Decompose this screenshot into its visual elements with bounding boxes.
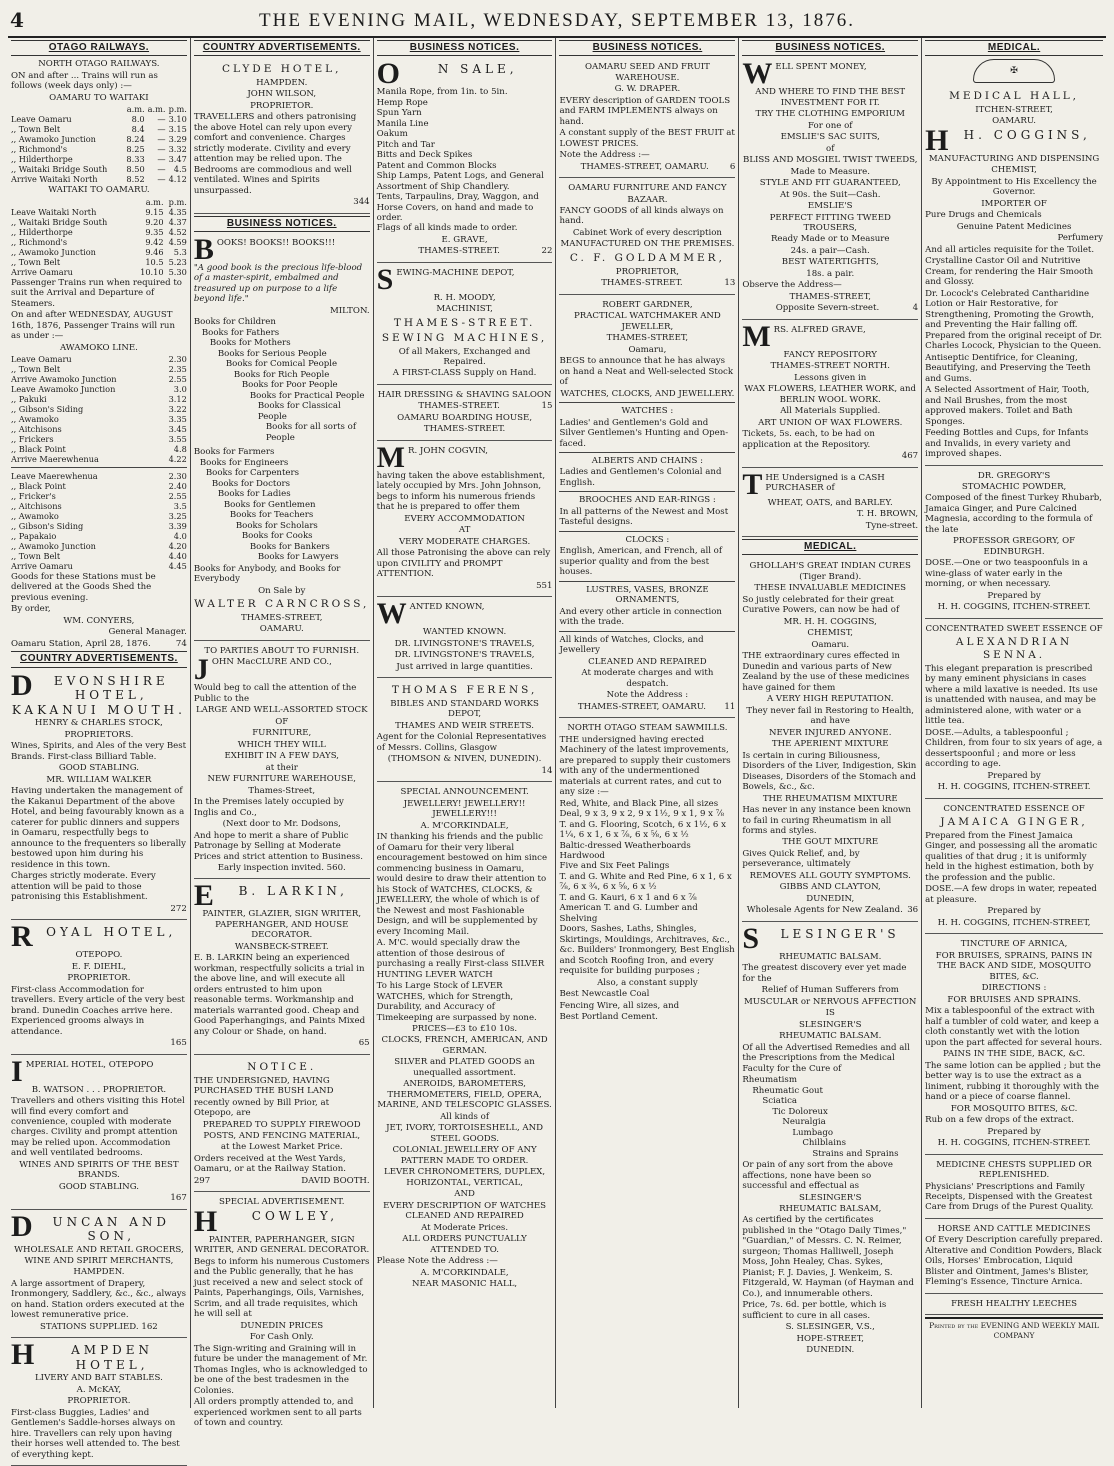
timetable-cell: 4.8 <box>173 444 187 454</box>
medical-heading: MEDICAL. <box>742 539 918 555</box>
list-item: Books for Farmers <box>193 447 275 458</box>
list-item: Patent and Common Blocks <box>376 160 497 171</box>
timetable-cell: ,, Hilderthorpe <box>11 226 73 237</box>
list-item: Books for Doctors <box>211 478 291 489</box>
books-ad: B OOKS! BOOKS!! BOOKS!!! "A good book is the precious life-blood of a master-spirit, embalmed and treasured up on purpose to a life beyond life." MILTON. Books for Children Books for Fathers Books for Mothers Books for Serious People Books for Comical People Books for Rich People Books for Poor People Books for Practical People Books for Classical People Books for all sorts of People Books for Farmers Books for Engineers Books for Carpenters Books for Doctors Books for Ladies Books for Gentlemen Books for Teachers Books for Scholars Books for Cooks Books for Bankers Books for Lawyers Books for Anybody, and Books for Everybody On Sale by WALTER CARNCROSS, THAMES-STREET, OAMARU. <box>194 235 370 641</box>
timetable-row <box>11 124 187 134</box>
timetable-cell: 10.5 <box>145 256 164 267</box>
list-item: Rheumatic Gout <box>752 1085 823 1096</box>
timetable-cell: 4.22 <box>168 454 187 464</box>
list-item: Books for Children <box>193 317 276 328</box>
timetable-row <box>11 144 187 154</box>
timetable-row <box>11 491 187 501</box>
page-number: 4 <box>10 8 24 32</box>
column-4 <box>556 38 739 1408</box>
timetable-cell: 5.23 <box>168 256 187 267</box>
timetable-cell: 4.45 <box>168 561 187 571</box>
timetable-cell: 4.59 <box>168 236 187 247</box>
ailment-list <box>742 1075 918 1159</box>
signer: WM. CONYERS, <box>63 615 135 626</box>
timetable-cell: 5.30 <box>168 266 187 277</box>
list-item: Books for Scholars <box>235 520 318 531</box>
gardner-ad: ROBERT GARDNER, PRACTICAL WATCHMAKER AND JEWELLER, THAMES-STREET, Oamaru, BEGS to announce that he has always on hand a Neat and Well-selected Stock of WATCHES, CLOCKS, AND JEWELLERY. WATCHES : Ladies' and Gentlemen's Gold and Silver Gentlemen's Hunting and Open-faced. ALBERTS AND CHAINS : Ladies and Gentlemen's Colonial and English. BROOCHES AND EAR-RINGS : In all patterns of the Newest and Most Tasteful designs. CLOCKS : English, American, and French, all of superior quality and from the best houses. LUSTRES, VASES, BRONZE ORNAMENTS, And every other article in connection with the trade. All kinds of Watches, Clocks, and Jewellery CLEANED AND REPAIRED At moderate charges and with despatch. Note the Address : THAMES-STREET, OAMARU. 11 <box>559 297 735 718</box>
list-item: Lumbago <box>792 1127 834 1138</box>
timetable-cell: 2.40 <box>168 481 187 491</box>
timetable-cell: 9.46 <box>145 246 164 257</box>
list-item: Books for Poor People <box>241 380 338 391</box>
list-item: Books for Comical People <box>225 359 338 370</box>
duncan-ad: D UNCAN AND SON, WHOLESALE AND RETAIL GROCERS, WINE AND SPIRIT MERCHANTS, HAMPDEN. A large assortment of Drapery, Ironmongery, Saddlery, &c., &c., always on hand. Station orders executed at the lowest remunerative price. STATIONS SUPPLIED. 162 <box>11 1212 187 1338</box>
list-item: Hemp Rope <box>376 97 428 108</box>
hampden-hotel-ad: H AMPDEN HOTEL, LIVERY AND BAIT STABLES. A. McKAY, PROPRIETOR. First-class Buggies, Ladies' and Gentlemen's Saddle-horses always on hire. Travellers can rely upon having their horses well attended to. The best of everything kept. <box>11 1340 187 1466</box>
list-item: T. and G. Kauri, 6 x 1 and 6 x ⅞ <box>559 892 697 903</box>
list-item: Books for Ladies <box>217 489 291 500</box>
timetable-cell: 3.55 <box>168 434 187 444</box>
timetable-row <box>11 257 187 267</box>
timetable-cell: ,, Town Belt <box>11 364 61 374</box>
timetable-cell: — <box>157 114 166 125</box>
maclure-ad: TO PARTIES ABOUT TO FURNISH. J OHN MacCLURE AND CO., Would beg to call the attention of the Public to the LARGE AND WELL-ASSORTED STOCK OF FURNITURE, WHICH THEY WILL EXHIBIT IN A FEW DAYS, at their NEW FURNITURE WAREHOUSE, Thames-Street, In the Premises lately occupied by Inglis and Co., (Next door to Mr. Dodsons, And hope to merit a share of Public Patronage by Selling at Moderate Prices and strict attention to Business. Early inspection invited. 560. <box>194 643 370 880</box>
seed-warehouse-ad: OAMARU SEED AND FRUIT WAREHOUSE. G. W. DRAPER. EVERY description of GARDEN TOOLS and FARM IMPLEMENTS always on hand. A constant supply of the BEST FRUIT at LOWEST PRICES. Note the Address :— THAMES-STREET, OAMARU. 6 <box>559 59 735 178</box>
timetable-cell: ,, Black Point <box>11 481 66 491</box>
timetable-cell: 2.35 <box>168 364 187 374</box>
section-heading: BUSINESS NOTICES. <box>559 40 735 56</box>
timetable-cell: 8.33 <box>126 154 145 165</box>
by-order: By order, <box>11 604 51 615</box>
timetable-row <box>11 217 187 227</box>
timetable-cell: — <box>157 124 166 135</box>
timetable-cell: Leave Oamaru <box>11 114 72 125</box>
sale-items <box>377 87 553 234</box>
timetable-cell: 3.5 <box>173 501 187 511</box>
timetable-cell: a.m. <box>126 104 145 115</box>
timetable-cell: 3.39 <box>168 521 187 531</box>
timetable-cell: 4.0 <box>173 531 187 541</box>
list-item: Red, White, and Black Pine, all sizes <box>559 798 719 809</box>
column-1 <box>8 38 191 1460</box>
cash-purchaser-ad: T HE Undersigned is a CASH PURCHASER of WHEAT, OATS, and BARLEY. T. H. BROWN, Tyne-street. <box>742 470 918 537</box>
timetable-row <box>11 551 187 561</box>
timetable-row <box>11 511 187 521</box>
timetable-awamoko-up <box>11 471 187 571</box>
list-item: Manila Line <box>376 118 429 129</box>
clothing-ad: W ELL SPENT MONEY, AND WHERE TO FIND THE BEST INVESTMENT FOR IT. TRY THE CLOTHING EMPORIUM For one of EMSLIE'S SAC SUITS, of BLISS AND MOSGIEL TWIST TWEEDS, Made to Measure. STYLE AND FIT GUARANTEED, At 90s. the Suit—Cash. EMSLIE'S PERFECT FITTING TWEED TROUSERS, Ready Made or to Measure 24s. a pair—Cash. BEST WATERTIGHTS, 18s. a pair. Observe the Address— THAMES-STREET, Opposite Severn-street. 4 <box>742 59 918 320</box>
timetable-cell: 10.10 <box>140 266 164 277</box>
timetable-row <box>11 207 187 217</box>
timetable-cell: 2.55 <box>168 374 187 384</box>
passenger-note: Passenger Trains run when required to suit the Arrival and Departure of Steamers. <box>11 277 182 309</box>
section-heading: BUSINESS NOTICES. <box>742 40 918 56</box>
list-item: Tic Doloreux <box>772 1106 828 1117</box>
column-6 <box>922 38 1106 1408</box>
crest-icon: ✠ <box>973 59 1055 83</box>
timetable-cell: Leave Maerewhenua <box>11 471 98 481</box>
timetable-cell: 8.24 <box>126 134 145 145</box>
timetable-cell: Leave Awamoko Junction <box>11 384 116 394</box>
list-item: Manila Rope, from 1in. to 5in. <box>376 87 508 98</box>
timetable-cell: ,, Town Belt <box>11 551 61 561</box>
book-list-2 <box>194 447 370 562</box>
timetable-cell: ,, Town Belt <box>11 124 61 135</box>
list-item: Books for Classical People <box>257 401 341 422</box>
horse-medicines-ad: HORSE AND CATTLE MEDICINES Of Every Description carefully prepared. Alterative and Condition Powders, Black Oils, Horses' Embrocation, Liquid Blister and Ointment, James's Blister, Fleming's Essence, Tincture Arnica. <box>925 1221 1103 1294</box>
timetable-cell: — <box>157 134 166 145</box>
timetable-cell: 3.25 <box>168 511 187 521</box>
timetable-cell: p.m. <box>168 104 187 115</box>
timetable-row <box>11 471 187 481</box>
timetable-cell: Arrive Awamoko Junction <box>11 374 117 384</box>
timetable-row <box>11 247 187 257</box>
timetable-cell: 2.30 <box>168 471 187 481</box>
timetable-row <box>11 501 187 511</box>
timetable-cell: ,, Awamoko <box>11 414 59 424</box>
timetable-cell: a.m. <box>147 104 166 115</box>
business-heading: BUSINESS NOTICES. <box>194 216 370 232</box>
list-item: Books for Lawyers <box>257 552 339 563</box>
timetable-cell: Leave Waitaki North <box>11 206 97 217</box>
timetable-cell: 4.35 <box>168 206 187 217</box>
timetable-cell: 3.35 <box>168 414 187 424</box>
book-list <box>194 317 370 443</box>
timetable-cell: 3.45 <box>168 424 187 434</box>
rail-subtitle: NORTH OTAGO RAILWAYS. <box>38 59 160 70</box>
timetable-row <box>11 444 187 454</box>
ghollah-ad: GHOLLAH'S GREAT INDIAN CURES (Tiger Brand). THESE INVALUABLE MEDICINES So justly celebrated for their great Curative Powers, can now be had of MR. H. H. COGGINS, CHEMIST, Oamaru. THE extraordinary cures effected in Dunedin and various parts of New Zealand by the use of these medicines have gained for them A VERY HIGH REPUTATION. They never fail in Restoring to Health, and have NEVER INJURED ANYONE. THE APERIENT MIXTURE Is certain in curing Biliousness, Disorders of the Liver, Indigestion, Skin Diseases, Disorders of the Stomach and Bowels, &c., &c. THE RHEUMATISM MIXTURE Has never in any instance been known to fail in curing Rheumatism in all forms and styles. THE GOUT MIXTURE Gives Quick Relief, and, by perseverance, ultimately REMOVES ALL GOUTY SYMPTOMS. GIBBS AND CLAYTON, DUNEDIN, Wholesale Agents for New Zealand. 36 <box>742 558 918 922</box>
goods-note: Goods for these Stations must be delivered at the Goods Shed the previous evening. <box>11 572 156 603</box>
imperial-hotel-ad: I MPERIAL HOTEL, OTEPOPO B. WATSON . . . PROPRIETOR. Travellers and others visiting this Hotel will find every comfort and convenience, coupled with moderate charges. Civility and prompt attention may be relied upon. Accommodation and well ventilated bedrooms. WINES AND SPIRITS OF THE BEST BRANDS. GOOD STABLING. 167 <box>11 1057 187 1210</box>
timetable-cell: 4.20 <box>168 541 187 551</box>
timetable-row <box>11 154 187 164</box>
rail-intro: ON and after ... Trains will run as follows (week days only) :— <box>11 70 158 92</box>
timetable-row <box>11 454 187 464</box>
list-item: Spun Yarn <box>376 108 422 119</box>
mccorkindale-ad: SPECIAL ANNOUNCEMENT. JEWELLERY! JEWELLERY!! JEWELLERY!!! A. M'CORKINDALE, IN thanking his friends and the public of Oamaru for their very liberal encouragement bestowed on him since commencing business in Oamaru, would desire to draw their attention to his Stock of WATCHES, CLOCKS, & JEWELLERY, the whole of which is of the Newest and most Fashionable Design, and will be supplemented by every Incoming Mail. A. M'C. would specially draw the attention of those desirous of purchasing a really First-class SILVER HUNTING LEVER WATCH To his Large Stock of LEVER WATCHES, which for Strength, Durability, and Accuracy of Timekeeping are surpassed by none. PRICES—£3 to £10 10s. CLOCKS, FRENCH, AMERICAN, AND GERMAN. SILVER and PLATED GOODS an unequalled assortment. ANEROIDS, BAROMETERS, THERMOMETERS, FIELD, OPERA, MARINE, AND TELESCOPIC GLASSES. All kinds of JET, IVORY, TORTOISESHELL, AND STEEL GOODS. COLONIAL JEWELLERY OF ANY PATTERN MADE TO ORDER. LEVER CHRONOMETERS, DUPLEX, HORIZONTAL, VERTICAL, AND EVERY DESCRIPTION OF WATCHES CLEANED AND REPAIRED At Moderate Prices. ALL ORDERS PUNCTUALLY ATTENDED TO. Please Note the Address :— A. M'CORKINDALE, NEAR MASONIC HALL, <box>376 787 552 1290</box>
timetable-cell: Arrive Maerewhenua <box>11 454 99 464</box>
section-heading: COUNTRY ADVERTISEMENTS. <box>194 40 370 56</box>
awamoko-title: AWAMOKO LINE. <box>59 342 138 353</box>
timetable-cell: 4.12 <box>168 174 187 185</box>
sawmills-ad: NORTH OTAGO STEAM SAWMILLS. THE undersigned having erected Machinery of the latest improvements, are prepared to supply their customers with any of the undermentioned materials at current rates, and cut to any size :— Red, White, and Black Pine, all sizes Deal, 9 x 3, 9 x 2, 9 x 1½, 9 x 1, 9 x ⅞ T. and G. Flooring, Scotch, 6 x 1½, 6 x 1¼, 6 x 1, 6 x ⅞, 6 x ⅝, 6 x ½ Baltic-dressed Weatherboards Hardwood Five and Six Feet Palings T. and G. White and Red Pine, 6 x 1, 6 x ⅞, 6 x ¾, 6 x ⅝, 6 x ½ T. and G. Kauri, 6 x 1 and 6 x ⅞ American T. and G. Lumber and Shelving Doors, Sashes, Laths, Shingles, Skirtings, Mouldings, Architraves, &c., &c. Builders' Ironmongery, Best English and Scotch Roofing Iron, and every requisite for building purposes ; Also, a constant supply Best Newcastle Coal Fencing Wire, all sizes, and Best Portland Cement. <box>559 723 735 1023</box>
list-item: Neuralgia <box>782 1117 826 1128</box>
list-item: Books for Gentlemen <box>223 499 316 510</box>
timetable-cell: 2.55 <box>168 491 187 501</box>
timetable-cell: Leave Oamaru <box>11 354 72 364</box>
timetable-cell: p.m. <box>168 196 187 207</box>
timetable-cell: ,, Richmond's <box>11 236 68 247</box>
list-item: T. and G. White and Red Pine, 6 x 1, 6 x ⅞, 6 x ¾, 6 x ⅝, 6 x ½ <box>559 871 732 893</box>
station-line: Oamaru Station, April 28, 1876. 74 <box>11 638 187 649</box>
timetable-cell: 9.42 <box>145 236 164 247</box>
section-heading: OTAGO RAILWAYS. <box>11 40 187 56</box>
timetable-row <box>11 267 187 277</box>
on-sale-ad: O N SALE, Manila Rope, from 1in. to 5in. Hemp Rope Spun Yarn Manila Line Oakum Pitch and Tar Bitts and Deck Spikes Patent and Common Blocks Ship Lamps, Patent Logs, and General Assortment of Ship Chandlery. Tents, Tarpaulins, Dray, Waggon, and Horse Covers, on hand and made to order. Flags of all kinds made to order. E. GRAVE, THAMES-STREET. 22 <box>377 59 553 263</box>
list-item: Books for Mothers <box>209 338 291 349</box>
list-item: Strains and Sprains <box>812 1148 899 1159</box>
timetable-cell: ,, Awamoko <box>11 511 59 521</box>
timetable-row <box>11 134 187 144</box>
list-item: Sciatica <box>762 1096 798 1107</box>
list-item: Baltic-dressed Weatherboards <box>559 840 691 851</box>
timetable-cell: ,, Frickers <box>11 434 54 444</box>
timetable-cell: ,, Aitchisons <box>11 501 62 511</box>
timetable-row <box>11 521 187 531</box>
timetable-up <box>11 197 187 277</box>
timetable-row <box>11 434 187 444</box>
down-title: OAMARU TO WAITAKI <box>49 92 149 103</box>
column-5 <box>739 38 922 1408</box>
timetable-row <box>11 164 187 174</box>
timetable-header <box>11 104 187 114</box>
timetable-cell: — <box>157 144 166 155</box>
timetable-row <box>11 531 187 541</box>
leeches-ad: FRESH HEALTHY LEECHES <box>925 1296 1103 1315</box>
timetable-cell: 3.12 <box>168 394 187 404</box>
timetable-row <box>11 237 187 247</box>
list-item: Flags of all kinds made to order. <box>376 223 518 234</box>
up-title: WAITAKI TO OAMARU. <box>48 185 150 196</box>
signer-title: General Manager. <box>108 627 187 638</box>
ginger-ad: CONCENTRATED ESSENCE OF JAMAICA GINGER, Prepared from the Finest Jamaica Ginger, and possessing all the aromatic qualities of that drug ; it is uniformly held in the highest estimation, both by the profession and the public. DOSE.—A few drops in water, repeated at pleasure. Prepared by H. H. COGGINS, ITCHEN-STREET, <box>925 801 1103 935</box>
timetable-cell: 3.47 <box>168 154 187 165</box>
list-item: Books for Carpenters <box>205 468 300 479</box>
column-2 <box>191 38 374 1429</box>
timetable-cell: 3.15 <box>168 124 187 135</box>
timetable-cell <box>11 197 134 207</box>
timetable-header <box>11 197 187 207</box>
timetable-cell: ,, Waitaki Bridge South <box>11 216 108 227</box>
list-item: Books for Cooks <box>241 531 313 542</box>
timetable-cell: 9.20 <box>145 216 164 227</box>
list-item: Hardwood <box>559 850 605 861</box>
timetable-cell: 4.5 <box>173 164 187 175</box>
timetable-cell: ,, Waitaki Bridge South <box>11 164 108 175</box>
timetable-cell: 4.37 <box>168 216 187 227</box>
list-item: Pitch and Tar <box>376 139 435 150</box>
timetable-row <box>11 227 187 237</box>
timetable-cell: a.m. <box>145 196 164 207</box>
list-item: Books for Bankers <box>249 541 330 552</box>
timetable-cell: ,, Papakaio <box>11 531 57 541</box>
timetable-cell: 3.22 <box>168 404 187 414</box>
grave-repository-ad: M RS. ALFRED GRAVE, FANCY REPOSITORY THAMES-STREET NORTH. Lessons given in WAX FLOWERS, LEATHER WORK, and BERLIN WOOL WORK. All Materials Supplied. ART UNION OF WAX FLOWERS. Tickets, 5s. each, to be had on application at the Repository. 467 <box>742 322 918 468</box>
timetable-cell: ,, Gibson's Siding <box>11 521 84 531</box>
list-item: Books for Engineers <box>199 457 289 468</box>
list-item: Ship Lamps, Patent Logs, and General Assortment of Ship Chandlery. <box>376 171 544 192</box>
section-heading: MEDICAL. <box>925 40 1103 56</box>
list-item: American T. and G. Lumber and Shelving <box>559 903 698 924</box>
section-heading: BUSINESS NOTICES. <box>377 40 553 56</box>
list-item: T. and G. Flooring, Scotch, 6 x 1½, 6 x 1¼, 6 x 1, 6 x ⅞, 6 x ⅝, 6 x ½ <box>559 819 726 841</box>
medical-hall-ad: MEDICAL HALL, ITCHEN-STREET, OAMARU. H H. COGGINS, MANUFACTURING AND DISPENSING CHEMIST, By Appointment to His Excellency the Governor. IMPORTER OF Pure Drugs and Chemicals Genuine Patent Medicines Perfumery And all articles requisite for the Toilet. Crystalline Castor Oil and Nutritive Cream, for rendering the Hair Smooth and Glossy. Dr. Locock's Celebrated Cantharidine Lotion or Hair Restorative, for Strengthening, Promoting the Growth, and Preventing the Hair falling off. Prepared from the original receipt of Dr. Charles Locock, Physician to the Queen. Antiseptic Dentifrice, for Cleaning, Beautifying, and Preserving the Teeth and Gums. A Selected Assortment of Hair, Tooth, and Nail Brushes, from the most approved makers. Toilet and Bath Sponges. Feeding Bottles and Cups, for Infants and Invalids, in every variety and improved shapes. <box>925 86 1103 465</box>
timetable-cell: 3.10 <box>168 114 187 125</box>
timetable-cell: 8.50 <box>126 164 145 175</box>
timetable-cell: 4.40 <box>168 551 187 561</box>
timetable-cell: 5.3 <box>173 246 187 257</box>
timetable-cell: ,, Aitchisons <box>11 424 62 434</box>
timetable-row <box>11 394 187 404</box>
timetable-row <box>11 424 187 434</box>
timetable-cell: ,, Black Point <box>11 444 66 454</box>
timetable-cell: 2.30 <box>168 354 187 364</box>
timetable-cell: 8.0 <box>131 114 145 125</box>
timetable-awamoko-down <box>11 354 187 464</box>
gregory-ad: DR. GREGORY'S STOMACHIC POWDER, Composed of the finest Turkey Rhubarb, Jamaica Ginger, and Pure Calcined Magnesia, according to the formula of the late PROFESSOR GREGORY, OF EDINBURGH. DOSE.—One or two teaspoonfuls in a wine-glass of water early in the morning, or when necessary. Prepared by H. H. COGGINS, ITCHEN-STREET. <box>925 468 1103 619</box>
sewing-ad: S EWING-MACHINE DEPOT, R. H. MOODY, MACHINIST, THAMES-STREET. SEWING MACHINES, Of all Makers, Exchanged and Repaired. A FIRST-CLASS Supply on Hand. <box>377 265 553 385</box>
list-item: Deal, 9 x 3, 9 x 2, 9 x 1½, 9 x 1, 9 x ⅞ <box>559 809 725 820</box>
timetable-cell: ,, Gibson's Siding <box>11 404 84 414</box>
list-item: Books for all sorts of People <box>265 422 357 443</box>
timetable-cell: 8.4 <box>131 124 145 135</box>
timetable-cell: ,, Awamoko Junction <box>11 134 96 145</box>
list-item: Bitts and Deck Spikes <box>376 150 473 161</box>
list-item: Chilblains <box>802 1138 846 1149</box>
timetable-row <box>11 364 187 374</box>
columns <box>8 38 1106 1460</box>
timetable-down <box>11 104 187 184</box>
timetable-cell <box>11 104 123 114</box>
column-3 <box>374 38 557 1408</box>
list-item: Tents, Tarpaulins, Dray, Waggon, and Horse Covers, on hand and made to order. <box>376 192 539 223</box>
list-item: Books for Teachers <box>229 510 314 521</box>
timetable-cell: Arrive Waitaki North <box>11 174 98 185</box>
slesinger-ad: S LESINGER'S RHEUMATIC BALSAM. The greatest discovery ever yet made for the Relief of Human Sufferers from MUSCULAR or NERVOUS AFFECTION IS SLESINGER'S RHEUMATIC BALSAM. Of all the Advertised Remedies and all the Prescriptions from the Medical Faculty for the Cure of Rheumatism Rheumatic Gout Sciatica Tic Doloreux Neuralgia Lumbago Chilblains Strains and Sprains Or pain of any sort from the above affections, none have been so successful and effectual as SLESINGER'S RHEUMATIC BALSAM, As certified by the certificates published in the "Otago Daily Times," "Guardian," of Messrs. C. N. Reimer, surgeon; Thomas Halliwell, Joseph Moss, John Healey, Chas. Sykes, Pianist; F. J. Davies, J. Wenkeim, S. Fitzgerald, W. Hayman (of Hayman and Co.), and innumerable others. Price, 7s. 6d. per bottle, which is sufficient to cure in all cases. S. SLESINGER, V.S., HOPE-STREET, DUNEDIN. <box>742 921 917 1356</box>
timetable-row <box>11 414 187 424</box>
ferens-ad: THOMAS FERENS, BIBLES AND STANDARD WORKS DEPOT, THAMES AND WEIR STREETS. Agent for the Colonial Representatives of Messrs. Collins, Glasgow (THOMSON & NIVEN, DUNEDIN). 14 <box>377 680 553 782</box>
timetable-cell: 3.32 <box>168 144 187 155</box>
awamoko-note: On and after WEDNESDAY, AUGUST 16th, 1876, Passenger Trains will run as under :— <box>11 310 176 342</box>
timetable-cell: 9.15 <box>145 206 164 217</box>
timetable-cell: Arrive Oamaru <box>11 561 73 571</box>
masthead-title: THE EVENING MAIL, WEDNESDAY, SEPTEMBER 13, 1876. <box>259 10 855 31</box>
list-item: Doors, Sashes, Laths, Shingles, Skirtings, Mouldings, Architraves, &c., &c. Builders' Ironmongery, Best English and Scotch Roofing Iron, and every requisite for building purposes ; <box>559 924 735 977</box>
masthead <box>8 6 1106 38</box>
timetable-cell: ,, Hilderthorpe <box>11 154 73 165</box>
chests-ad: MEDICINE CHESTS SUPPLIED OR REPLENISHED. Physicians' Prescriptions and Family Receipts, Dispensed with the Greatest Care from Drugs of the Purest Quality. <box>925 1157 1103 1219</box>
timetable-cell: ,, Awamoko Junction <box>11 541 96 551</box>
senna-ad: CONCENTRATED SWEET ESSENCE OF ALEXANDRIAN SENNA. This elegant preparation is prescribed by many eminent physicians in cases where a mild laxative is needed. Its use is unattended with nausea, and may be administered alone, with water or a little tea. DOSE.—Adults, a tablespoonful ; Children, from four to six years of age, a dessertspoonful ; and more or less according to age. Prepared by H. H. COGGINS, ITCHEN-STREET. <box>925 621 1103 799</box>
list-item: Books for Serious People <box>217 348 327 359</box>
royal-hotel-ad: R OYAL HOTEL, OTEPOPO. E. F. DIEHL, PROPRIETOR. First-class Accommodation for travellers. Every article of the very best brand. Dunedin Coaches arrive here. Experienced grooms always in attendance. 165 <box>11 922 187 1054</box>
timetable-cell: 9.35 <box>145 226 164 237</box>
timetable-cell: 8.25 <box>126 144 145 155</box>
list-item: Five and Six Feet Palings <box>559 861 670 872</box>
timetable-cell: 3.0 <box>173 384 187 394</box>
list-item: Books for Fathers <box>201 327 280 338</box>
cogvin-ad: M R. JOHN COGVIN, having taken the above establishment, lately occupied by Mrs. John Johnson, begs to inform his numerous friends that he is prepared to offer them EVERY ACCOMMODATION AT VERY MODERATE CHARGES. All those Patronising the above can rely upon CIVILITY and PROMPT ATTENTION. 551 <box>377 443 553 597</box>
larkin-ad: E B. LARKIN, PAINTER, GLAZIER, SIGN WRITER, PAPERHANGER, AND HOUSE DECORATOR. WANSBECK-STREET. E. B. LARKIN being an experienced workman, respectfully solicits a trial in the above line, and will execute all orders entrusted to him upon reasonable terms. Workmanship and materials warranted good. Cheap and Good Paperhangings, and Paints Mixed any Colour or Shade, on hand. 65 <box>194 881 370 1054</box>
list-item: Rheumatism <box>742 1075 797 1086</box>
list-item: Books for Practical People <box>249 390 365 401</box>
timetable-row <box>11 174 187 184</box>
arnica-ad: TINCTURE OF ARNICA, FOR BRUISES, SPRAINS, PAINS IN THE BACK AND SIDE, MOSQUITO BITES, &C. DIRECTIONS : FOR BRUISES AND SPRAINS. Mix a tablespoonful of the extract with half a tumbler of cold water, and keep a cloth constantly wet with the lotion upon the part affected for several hours. PAINS IN THE SIDE, BACK, &C. The same lotion can be applied ; but the better way is to use the extract as a liniment, rubbing it thoroughly with the hand or a piece of coarse flannel. FOR MOSQUITO BITES, &C. Rub on a few drops of the extract. Prepared by H. H. COGGINS, ITCHEN-STREET. <box>925 936 1103 1154</box>
country-heading: COUNTRY ADVERTISEMENTS. <box>11 651 187 667</box>
wanted-known-ad: W ANTED KNOWN, WANTED KNOWN. DR. LIVINGSTONE'S TRAVELS, DR. LIVINGSTONE'S TRAVELS, Just arrived in large quantities. <box>377 599 553 678</box>
cowley-ad: SPECIAL ADVERTISEMENT. H COWLEY, PAINTER, PAPERHANGER, SIGN WRITER, AND GENERAL DECORATOR. Begs to inform his numerous Customers and the Public generally, that he has just received a new and select stock of Paints, Paperhangings, Oils, Varnishes, Scrim, and all trade requisites, which he will sell at DUNEDIN PRICES For Cash Only. The Sign-writing and Graining will in future be under the management of Mr. Thomas Ingles, who is acknowledged to be one of the best tradesmen in the Colonies. All orders promptly attended to, and experienced workmen sent to all parts of town and country. <box>193 1197 370 1429</box>
timber-list <box>559 799 735 977</box>
timetable-row <box>11 404 187 414</box>
list-item: Books for Rich People <box>233 369 330 380</box>
furniture-bazaar-ad: OAMARU FURNITURE AND FANCY BAZAAR. FANCY GOODS of all kinds always on hand. Cabinet Work of every description MANUFACTURED ON THE PREMISES. C. F. GOLDAMMER, PROPRIETOR, THAMES-STREET. 13 <box>559 180 735 295</box>
timetable-row <box>11 561 187 571</box>
timetable-row <box>11 541 187 551</box>
clyde-hotel-ad: CLYDE HOTEL, HAMPDEN. JOHN WILSON, PROPRIETOR. TRAVELLERS and others patronising the above Hotel can rely upon every comfort and convenience. Charges strictly moderate. Civility and every attention may be relied upon. The Bedrooms are commodious and well ventilated. Wines and Spirits unsurpassed. 344 <box>194 59 370 214</box>
timetable-row <box>11 354 187 364</box>
timetable-cell: ,, Awamoko Junction <box>11 246 96 257</box>
printer-imprint: Printed by the EVENING AND WEEKLY MAIL COMPANY <box>925 1317 1103 1339</box>
list-item: Oakum <box>376 129 408 140</box>
timetable-cell: — <box>157 164 166 175</box>
timetable-cell: ,, Richmond's <box>11 144 68 155</box>
timetable-cell: 8.52 <box>126 174 145 185</box>
timetable-cell: 3.29 <box>168 134 187 145</box>
timetable-cell: — <box>157 174 166 185</box>
devonshire-ad: D EVONSHIRE HOTEL, KAKANUI MOUTH. HENRY & CHARLES STOCK, PROPRIETORS. Wines, Spirits, and Ales of the very Best Brands. First-class Billiard Table. GOOD STABLING. MR. WILLIAM WALKER Having undertaken the management of the Kakanui Department of the above Hotel, and being favourably known as a caterer for public dinners and suppers in Oamaru, respectfully begs to announce to the frequenters so liberally bestowed upon him during his residence in this town. Charges strictly moderate. Every attention will be paid to those patronising this Establishment. 272 <box>11 671 187 921</box>
timetable-cell: 4.52 <box>168 226 187 237</box>
timetable-row <box>11 481 187 491</box>
timetable-cell: — <box>157 154 166 165</box>
timetable-cell: ,, Fricker's <box>11 491 56 501</box>
timetable-cell: ,, Town Belt <box>11 256 61 267</box>
hair-saloon-ad: HAIR DRESSING & SHAVING SALOON THAMES-STREET. 15 OAMARU BOARDING HOUSE, THAMES-STREET. <box>377 387 553 441</box>
notice-ad: NOTICE. THE UNDERSIGNED, HAVING PURCHASED THE BUSH LAND recently owned by Bill Prior, at Otepopo, are PREPARED TO SUPPLY FIREWOOD POSTS, AND FENCING MATERIAL, at the Lowest Market Price. Orders received at the West Yards, Oamaru, or at the Railway Station. 297 DAVID BOOTH. <box>194 1057 370 1193</box>
timetable-cell: Arrive Oamaru <box>11 266 73 277</box>
timetable-row <box>11 374 187 384</box>
timetable-row <box>11 384 187 394</box>
timetable-cell: ,, Pakuki <box>11 394 47 404</box>
timetable-row <box>11 114 187 124</box>
